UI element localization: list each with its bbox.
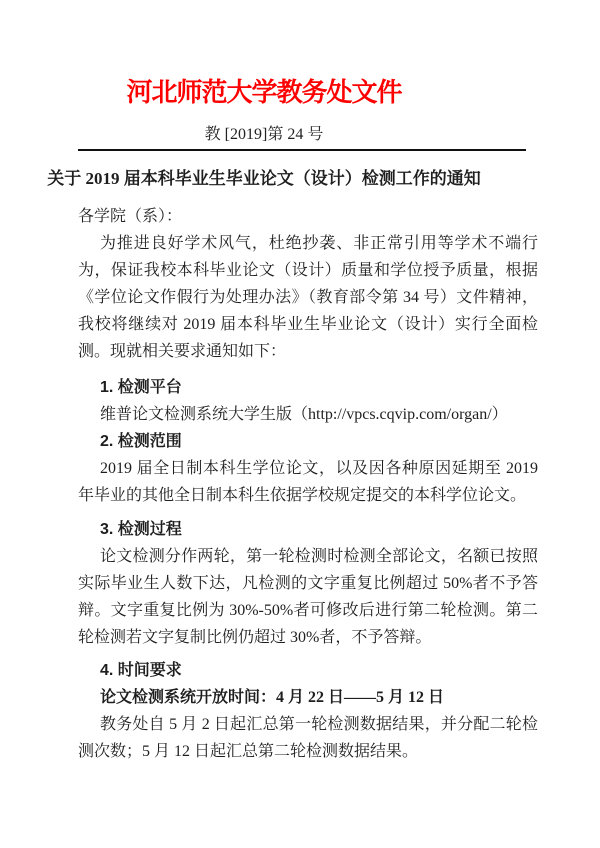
intro-paragraph: 为推进良好学术风气，杜绝抄袭、非正常引用等学术不端行为，保证我校本科毕业论文（设计）质量和学位授予质量，根据《学位论文作假行为处理办法》（教育部令第 34 号）文件精神，我校将继续对 2019 届本科毕业生毕业论文（设计）实行全面检测。现就相关要求通知如下： — [78, 235, 538, 360]
section-heading-time: 4. 时间要求 — [100, 662, 182, 679]
section-body-process: 论文检测分作两轮，第一轮检测时检测全部论文，名额已按照实际毕业生人数下达，凡检测的文字重复比例超过 50%者不予答辩。文字重复比例为 30%-50%者可修改后进行第二轮检测。第二轮检测若文字复制比例仍超过 30%者，不予答辩。 — [78, 548, 538, 646]
document-content — [0, 76, 600, 765]
letterhead-org-title: 河北师范大学教务处文件 — [126, 77, 402, 107]
notice-title: 关于 2019 届本科毕业生毕业论文（设计）检测工作的通知 — [47, 169, 481, 188]
section-body-platform: 维普论文检测系统大学生版（http://vpcs.cqvip.com/organ/） — [100, 406, 508, 423]
section-schedule-line: 论文检测系统开放时间：4 月 22 日——5 月 12 日 — [100, 689, 445, 706]
document-number: 教 [2019]第 24 号 — [204, 126, 324, 143]
section-body-scope: 2019 届全日制本科生学位论文，以及因各种原因延期至 2019 年毕业的其他全日制本科生依据学校规定提交的本科学位论文。 — [78, 460, 538, 504]
section-heading-scope: 2. 检测范围 — [100, 433, 182, 450]
letterhead-divider — [78, 149, 526, 151]
salutation: 各学院（系）： — [78, 208, 183, 225]
section-heading-process: 3. 检测过程 — [100, 521, 182, 538]
section-body-time: 教务处自 5 月 2 日起汇总第一轮检测数据结果，并分配二轮检测次数；5 月 12 日起汇总第二轮检测数据结果。 — [78, 716, 538, 760]
section-heading-platform: 1. 检测平台 — [100, 379, 182, 396]
notice-body — [78, 203, 538, 765]
